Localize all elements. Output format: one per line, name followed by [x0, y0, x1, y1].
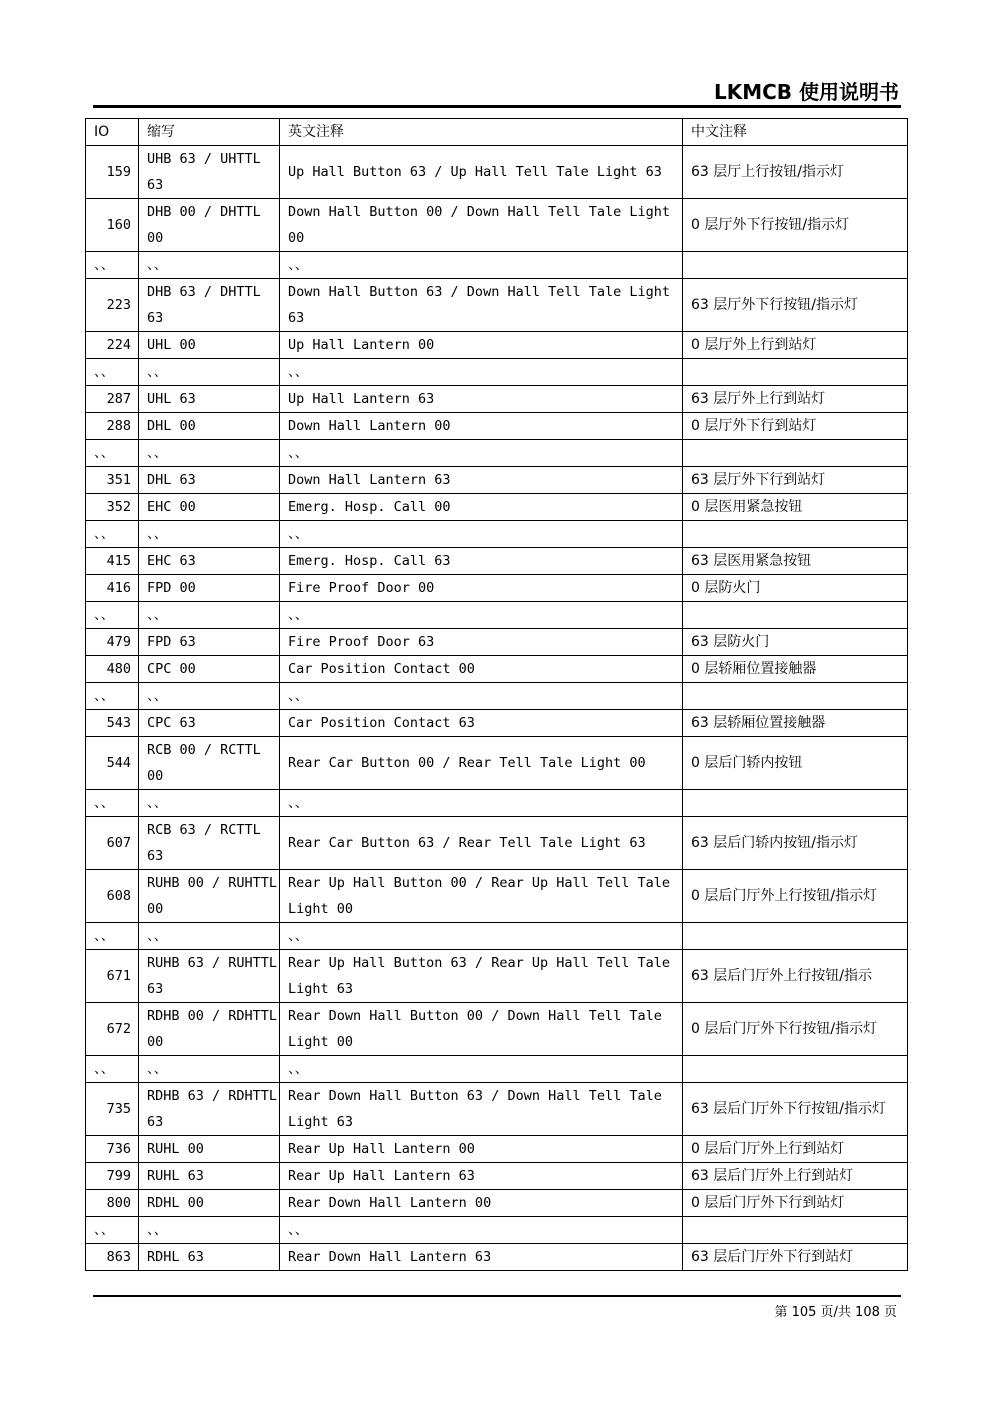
cell-cn: 63 层厅外下行到站灯: [683, 467, 908, 494]
cell-abbr: 、、: [139, 1217, 280, 1244]
cell-en: Car Position Contact 00: [280, 656, 683, 683]
cell-io: 672: [86, 1003, 139, 1056]
cell-cn: 63 层轿厢位置接触器: [683, 710, 908, 737]
cell-abbr: FPD 63: [139, 629, 280, 656]
cell-io: 、、: [86, 1217, 139, 1244]
cell-abbr: RCB 63 / RCTTL 63: [139, 817, 280, 870]
cell-abbr: RDHB 00 / RDHTTL 00: [139, 1003, 280, 1056]
cell-cn: [683, 683, 908, 710]
cell-en: 、、: [280, 1056, 683, 1083]
cell-en: 、、: [280, 359, 683, 386]
cell-en: Rear Down Hall Button 63 / Down Hall Tell Tale Light 63: [280, 1083, 683, 1136]
document-title: LKMCB 使用说明书: [713, 80, 899, 104]
table-row: [86, 440, 908, 467]
table-row: [86, 467, 908, 494]
cell-en: 、、: [280, 790, 683, 817]
table-row: [86, 737, 908, 790]
cell-abbr: 、、: [139, 602, 280, 629]
cell-cn: 0 层厅外下行到站灯: [683, 413, 908, 440]
cell-en: 、、: [280, 1217, 683, 1244]
cell-abbr: 、、: [139, 790, 280, 817]
cell-io: 、、: [86, 440, 139, 467]
table-row: [86, 494, 908, 521]
cell-cn: 63 层厅上行按钮/指示灯: [683, 146, 908, 199]
cell-en: Down Hall Button 63 / Down Hall Tell Tale Light 63: [280, 279, 683, 332]
column-header-abbr: 缩写: [139, 119, 280, 146]
io-table: [85, 118, 908, 1271]
table-row: [86, 1163, 908, 1190]
cell-en: 、、: [280, 923, 683, 950]
table-header-row: [86, 119, 908, 146]
cell-cn: [683, 359, 908, 386]
cell-cn: 63 层医用紧急按钮: [683, 548, 908, 575]
table-row: [86, 1056, 908, 1083]
cell-abbr: 、、: [139, 521, 280, 548]
cell-cn: 0 层厅外上行到站灯: [683, 332, 908, 359]
table-row: [86, 1244, 908, 1271]
table-row: [86, 1003, 908, 1056]
cell-cn: [683, 1056, 908, 1083]
table-row: [86, 870, 908, 923]
cell-io: 223: [86, 279, 139, 332]
cell-io: 608: [86, 870, 139, 923]
table-row: [86, 1083, 908, 1136]
cell-abbr: RUHL 00: [139, 1136, 280, 1163]
cell-abbr: RDHB 63 / RDHTTL 63: [139, 1083, 280, 1136]
cell-en: Up Hall Lantern 63: [280, 386, 683, 413]
cell-cn: 0 层轿厢位置接触器: [683, 656, 908, 683]
cell-io: 480: [86, 656, 139, 683]
cell-abbr: RDHL 00: [139, 1190, 280, 1217]
cell-io: 800: [86, 1190, 139, 1217]
table-row: [86, 146, 908, 199]
cell-abbr: RUHL 63: [139, 1163, 280, 1190]
cell-io: 671: [86, 950, 139, 1003]
cell-cn: 63 层后门轿内按钮/指示灯: [683, 817, 908, 870]
cell-io: 、、: [86, 359, 139, 386]
cell-io: 735: [86, 1083, 139, 1136]
table-row: [86, 923, 908, 950]
cell-abbr: DHB 63 / DHTTL 63: [139, 279, 280, 332]
cell-io: 、、: [86, 602, 139, 629]
cell-cn: 63 层厅外上行到站灯: [683, 386, 908, 413]
cell-cn: 63 层防火门: [683, 629, 908, 656]
cell-en: 、、: [280, 602, 683, 629]
cell-io: 415: [86, 548, 139, 575]
cell-cn: [683, 521, 908, 548]
table-row: [86, 332, 908, 359]
cell-cn: 0 层后门厅外上行按钮/指示灯: [683, 870, 908, 923]
table-row: [86, 521, 908, 548]
cell-cn: 0 层后门厅外上行到站灯: [683, 1136, 908, 1163]
table-row: [86, 199, 908, 252]
cell-abbr: EHC 63: [139, 548, 280, 575]
cell-en: Car Position Contact 63: [280, 710, 683, 737]
cell-cn: 63 层后门厅外上行到站灯: [683, 1163, 908, 1190]
cell-cn: 0 层后门厅外下行到站灯: [683, 1190, 908, 1217]
cell-io: 287: [86, 386, 139, 413]
table-row: [86, 629, 908, 656]
cell-abbr: 、、: [139, 252, 280, 279]
cell-abbr: RDHL 63: [139, 1244, 280, 1271]
table-row: [86, 575, 908, 602]
cell-en: Rear Down Hall Lantern 00: [280, 1190, 683, 1217]
header-rule: [93, 105, 901, 108]
cell-abbr: 、、: [139, 683, 280, 710]
cell-abbr: UHB 63 / UHTTL 63: [139, 146, 280, 199]
table-row: [86, 359, 908, 386]
column-header-cn: 中文注释: [683, 119, 908, 146]
footer-rule: [93, 1295, 901, 1297]
cell-cn: 0 层医用紧急按钮: [683, 494, 908, 521]
cell-cn: 63 层后门厅外上行按钮/指示: [683, 950, 908, 1003]
cell-abbr: RUHB 63 / RUHTTL 63: [139, 950, 280, 1003]
table-row: [86, 252, 908, 279]
cell-en: Down Hall Button 00 / Down Hall Tell Tale Light 00: [280, 199, 683, 252]
cell-abbr: RUHB 00 / RUHTTL 00: [139, 870, 280, 923]
cell-io: 、、: [86, 521, 139, 548]
cell-cn: 0 层后门轿内按钮: [683, 737, 908, 790]
cell-en: Up Hall Lantern 00: [280, 332, 683, 359]
cell-en: Down Hall Lantern 63: [280, 467, 683, 494]
cell-cn: 0 层后门厅外下行按钮/指示灯: [683, 1003, 908, 1056]
column-header-io: IO: [86, 119, 139, 146]
cell-io: 799: [86, 1163, 139, 1190]
cell-cn: [683, 440, 908, 467]
cell-io: 288: [86, 413, 139, 440]
cell-abbr: 、、: [139, 1056, 280, 1083]
cell-abbr: 、、: [139, 440, 280, 467]
cell-en: 、、: [280, 440, 683, 467]
table-row: [86, 602, 908, 629]
cell-en: Up Hall Button 63 / Up Hall Tell Tale Light 63: [280, 146, 683, 199]
cell-cn: [683, 923, 908, 950]
cell-abbr: CPC 63: [139, 710, 280, 737]
table-row: [86, 1217, 908, 1244]
cell-en: Rear Car Button 63 / Rear Tell Tale Light 63: [280, 817, 683, 870]
cell-abbr: DHL 63: [139, 467, 280, 494]
cell-io: 352: [86, 494, 139, 521]
table-row: [86, 548, 908, 575]
table-row: [86, 1136, 908, 1163]
table-row: [86, 950, 908, 1003]
cell-io: 、、: [86, 683, 139, 710]
cell-io: 543: [86, 710, 139, 737]
table-row: [86, 817, 908, 870]
cell-abbr: FPD 00: [139, 575, 280, 602]
cell-io: 479: [86, 629, 139, 656]
cell-en: Rear Car Button 00 / Rear Tell Tale Light 00: [280, 737, 683, 790]
cell-en: 、、: [280, 521, 683, 548]
cell-io: 736: [86, 1136, 139, 1163]
cell-en: Fire Proof Door 00: [280, 575, 683, 602]
cell-abbr: DHL 00: [139, 413, 280, 440]
cell-abbr: 、、: [139, 923, 280, 950]
cell-cn: 0 层防火门: [683, 575, 908, 602]
table-row: [86, 683, 908, 710]
cell-en: Rear Down Hall Lantern 63: [280, 1244, 683, 1271]
cell-io: 、、: [86, 252, 139, 279]
cell-io: 、、: [86, 790, 139, 817]
table-row: [86, 413, 908, 440]
cell-cn: 63 层后门厅外下行到站灯: [683, 1244, 908, 1271]
cell-io: 863: [86, 1244, 139, 1271]
cell-abbr: 、、: [139, 359, 280, 386]
cell-abbr: EHC 00: [139, 494, 280, 521]
table-row: [86, 656, 908, 683]
page-number: 第 105 页/共 108 页: [774, 1305, 897, 1320]
cell-io: 607: [86, 817, 139, 870]
cell-io: 351: [86, 467, 139, 494]
cell-cn: [683, 252, 908, 279]
cell-cn: 0 层厅外下行按钮/指示灯: [683, 199, 908, 252]
cell-en: Rear Up Hall Lantern 63: [280, 1163, 683, 1190]
cell-io: 224: [86, 332, 139, 359]
cell-abbr: UHL 63: [139, 386, 280, 413]
cell-en: Rear Up Hall Button 00 / Rear Up Hall Tell Tale Light 00: [280, 870, 683, 923]
cell-en: Down Hall Lantern 00: [280, 413, 683, 440]
table-row: [86, 279, 908, 332]
cell-en: Emerg. Hosp. Call 63: [280, 548, 683, 575]
cell-io: 416: [86, 575, 139, 602]
cell-en: 、、: [280, 683, 683, 710]
column-header-en: 英文注释: [280, 119, 683, 146]
cell-io: 、、: [86, 1056, 139, 1083]
cell-abbr: RCB 00 / RCTTL 00: [139, 737, 280, 790]
cell-cn: [683, 790, 908, 817]
cell-cn: 63 层后门厅外下行按钮/指示灯: [683, 1083, 908, 1136]
cell-en: 、、: [280, 252, 683, 279]
cell-io: 、、: [86, 923, 139, 950]
cell-cn: [683, 1217, 908, 1244]
cell-io: 160: [86, 199, 139, 252]
table-row: [86, 790, 908, 817]
cell-abbr: DHB 00 / DHTTL 00: [139, 199, 280, 252]
cell-en: Rear Up Hall Button 63 / Rear Up Hall Tell Tale Light 63: [280, 950, 683, 1003]
cell-en: Fire Proof Door 63: [280, 629, 683, 656]
cell-cn: [683, 602, 908, 629]
table-row: [86, 386, 908, 413]
cell-io: 159: [86, 146, 139, 199]
cell-en: Rear Up Hall Lantern 00: [280, 1136, 683, 1163]
cell-io: 544: [86, 737, 139, 790]
cell-abbr: CPC 00: [139, 656, 280, 683]
table-row: [86, 1190, 908, 1217]
cell-cn: 63 层厅外下行按钮/指示灯: [683, 279, 908, 332]
cell-en: Emerg. Hosp. Call 00: [280, 494, 683, 521]
table-row: [86, 710, 908, 737]
cell-en: Rear Down Hall Button 00 / Down Hall Tell Tale Light 00: [280, 1003, 683, 1056]
cell-abbr: UHL 00: [139, 332, 280, 359]
